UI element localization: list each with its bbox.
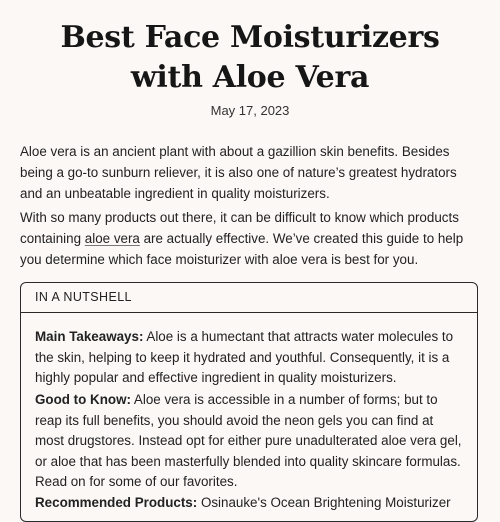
good-to-know-label: Good to Know: (35, 392, 131, 407)
nutshell-header: IN A NUTSHELL (21, 283, 477, 313)
main-takeaways-label: Main Takeaways: (35, 329, 144, 344)
second-paragraph (20, 207, 482, 270)
second-paragraph-text-before: With so many products out there, it can be difficult to know which products containing (20, 210, 459, 246)
recommended-products-label: Recommended Products: (35, 495, 198, 510)
good-to-know-text: Aloe vera is accessible in a number of forms; but to reap its full benefits, you should avoid the neon gels you can find at most drugstores. Instead opt for either pure unadulterated aloe vera gel, or aloe that has been masterfully blended into quality skincare formulas. Read on for some of our favorites. (35, 392, 462, 489)
second-paragraph-text-after: are actually effective. We’ve created this guide to help you determine which face moisturizer with aloe vera is best for you. (20, 231, 464, 267)
recommended-products (35, 493, 465, 514)
main-takeaways (35, 327, 465, 389)
nutshell-box (20, 282, 478, 522)
publish-date: May 17, 2023 (210, 103, 290, 118)
recommended-products-text: Osinauke's Ocean Brightening Moisturizer (197, 495, 451, 510)
aloe-vera-link[interactable]: aloe vera (84, 231, 140, 246)
main-takeaways-text: Aloe is a humectant that attracts water molecules to the skin, helping to keep it hydrated and youthful. Consequently, it is a highly popular and effective ingredient in quality moisturizers. (35, 329, 454, 385)
intro-paragraph: Aloe vera is an ancient plant with about a gazillion skin benefits. Besides being a go-to sunburn reliever, it is also one of nature’s greatest hydrators and an unbeatable ingredient in quality moisturizers. (20, 144, 457, 201)
good-to-know (35, 390, 465, 493)
article-title: Best Face Moisturizers with Aloe Vera (60, 20, 440, 95)
